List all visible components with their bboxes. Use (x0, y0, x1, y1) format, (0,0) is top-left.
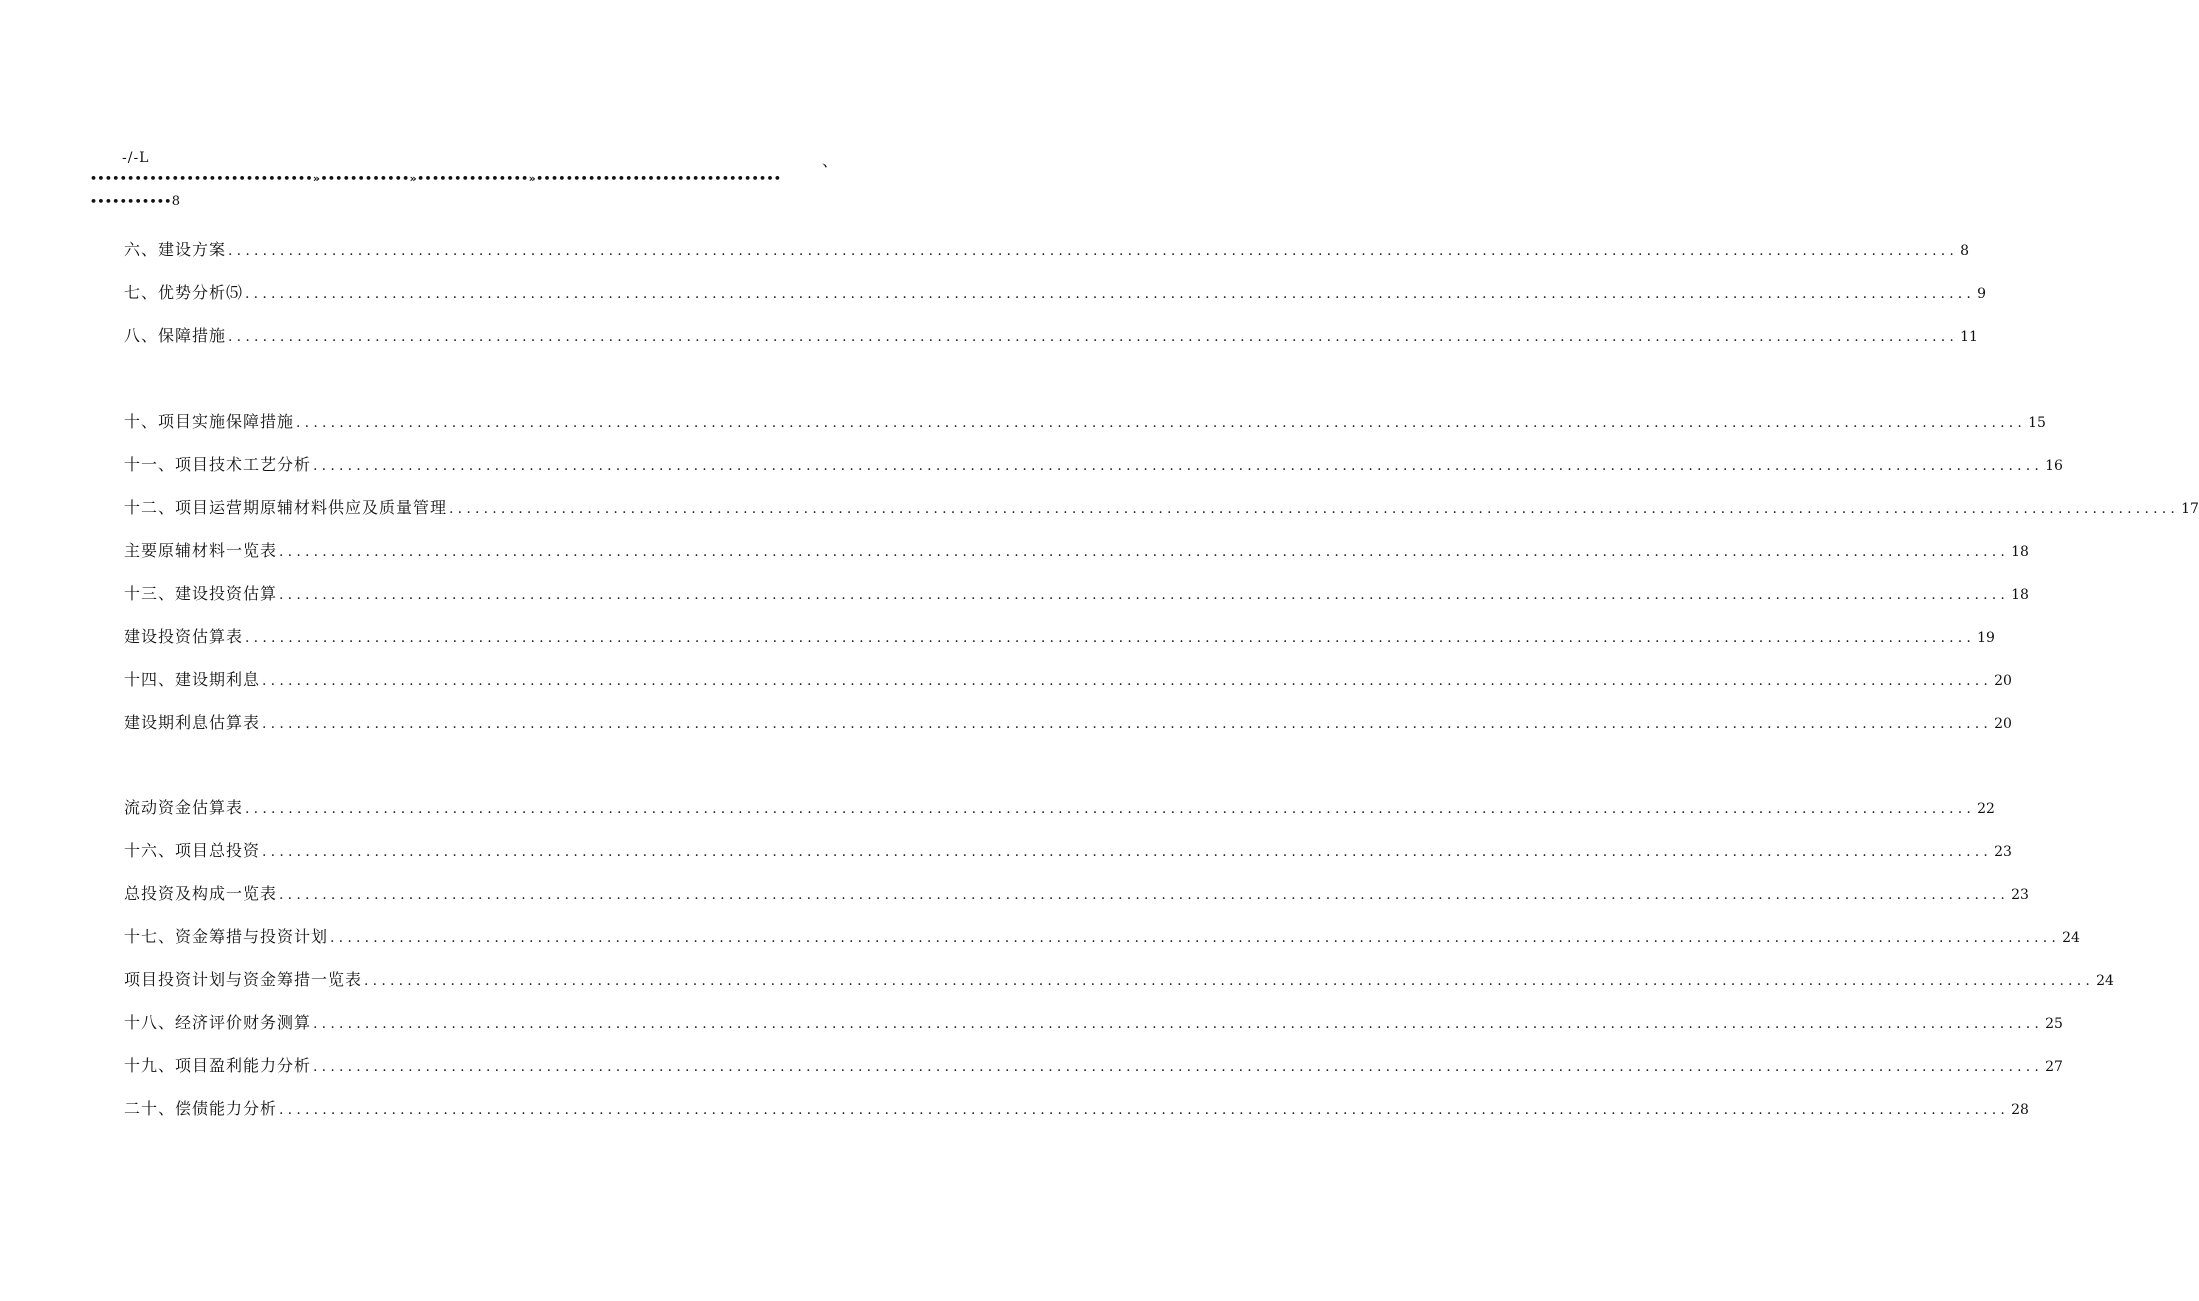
toc-dot-leader: ........................................................................................................................................................................................................ (330, 930, 2061, 946)
toc-dot-leader: ........................................................................................................................................................................................................ (245, 801, 1976, 817)
toc-page-number: 28 (2011, 1102, 2029, 1118)
toc-page-number: 18 (2011, 544, 2029, 560)
toc-dot-leader: ........................................................................................................................................................................................................ (279, 1102, 2010, 1118)
toc-entry-title: 主要原辅材料一览表 (124, 541, 278, 560)
toc-entry[interactable] (124, 1053, 2063, 1079)
toc-entry[interactable] (124, 795, 1995, 821)
toc-entry-title: 十九、项目盈利能力分析 (124, 1056, 312, 1075)
toc-dot-leader: ........................................................................................................................................................................................................ (228, 329, 1959, 345)
toc-page-number: 23 (1994, 844, 2012, 860)
toc-page-number: 18 (2011, 587, 2029, 603)
toc-entry[interactable] (124, 495, 2199, 521)
toc-page-number: 20 (1994, 716, 2012, 732)
toc-entry[interactable] (124, 924, 2080, 950)
toc-entry-title: 十、项目实施保障措施 (124, 412, 295, 431)
toc-entry-title: 十八、经济评价财务测算 (124, 1013, 312, 1032)
toc-entry-title: 十二、项目运营期原辅材料供应及质量管理 (124, 498, 448, 517)
toc-dot-leader: ........................................................................................................................................................................................................ (364, 973, 2095, 989)
toc-entry-title: 十七、资金筹措与投资计划 (124, 927, 329, 946)
toc-entry-title: 十六、项目总投资 (124, 841, 261, 860)
toc-page-number: 8 (1960, 243, 1969, 259)
toc-dot-leader: ........................................................................................................................................................................................................ (262, 716, 1993, 732)
toc-page-number: 27 (2045, 1059, 2063, 1075)
toc-page-number: 22 (1977, 801, 1995, 817)
toc-entry[interactable] (124, 881, 2029, 907)
toc-dot-leader: ........................................................................................................................................................................................................ (279, 587, 2010, 603)
toc-dot-leader: ........................................................................................................................................................................................................ (313, 1059, 2044, 1075)
toc-entry-title: 十一、项目技术工艺分析 (124, 455, 312, 474)
dot-leader-segment: ••••••••••••••••••••••••••••••» (90, 172, 321, 185)
toc-entry-title: 建设投资估算表 (124, 627, 244, 646)
toc-dot-leader: ........................................................................................................................................................................................................ (279, 544, 2010, 560)
toc-entry-title: 建设期利息估算表 (124, 713, 261, 732)
toc-page-number: 11 (1960, 329, 1978, 345)
toc-entry-title: 八、保障措施 (124, 326, 227, 345)
toc-dot-leader: ........................................................................................................................................................................................................ (262, 673, 1993, 689)
toc-page-number: 8 (171, 194, 181, 209)
toc-page-number: 20 (1994, 673, 2012, 689)
toc-page-number: 24 (2096, 973, 2114, 989)
toc-dot-leader: ........................................................................................................................................................................................................ (228, 243, 1959, 259)
toc-entry[interactable] (124, 237, 1969, 263)
toc-entry[interactable] (124, 452, 2063, 478)
toc-entry[interactable] (124, 323, 1978, 349)
toc-page-number: 17 (2181, 501, 2199, 517)
scan-fragment-left: -/-L (122, 150, 150, 166)
toc-page-number: 9 (1977, 286, 1986, 302)
toc-dot-leader: ........................................................................................................................................................................................................ (262, 844, 1993, 860)
toc-page-number: 15 (2028, 415, 2046, 431)
toc-entry-title: 七、优势分析⑸ (124, 283, 244, 302)
toc-dot-leader: ........................................................................................................................................................................................................ (313, 458, 2044, 474)
toc-entry[interactable] (124, 838, 2012, 864)
toc-page-number: 25 (2045, 1016, 2063, 1032)
toc-entry-title: 二十、偿债能力分析 (124, 1099, 278, 1118)
toc-entry[interactable] (124, 1010, 2063, 1036)
dot-leader-line-continuation (90, 194, 180, 216)
toc-entry-title: 十三、建设投资估算 (124, 584, 278, 603)
dot-leader-segment: ••••••••••• (90, 195, 172, 208)
toc-entry[interactable] (124, 667, 2012, 693)
toc-dot-leader: ........................................................................................................................................................................................................ (245, 630, 1976, 646)
toc-dot-leader: ........................................................................................................................................................................................................ (245, 286, 1976, 302)
toc-entry[interactable] (124, 538, 2029, 564)
toc-entry-title: 流动资金估算表 (124, 798, 244, 817)
toc-page-number: 16 (2045, 458, 2063, 474)
scan-fragment-right: 、 (822, 151, 839, 170)
toc-page-number: 23 (2011, 887, 2029, 903)
toc-dot-leader: ........................................................................................................................................................................................................ (296, 415, 2027, 431)
dot-leader-segment: •••••••••••••••» (417, 172, 537, 185)
toc-dot-leader: ........................................................................................................................................................................................................ (313, 1016, 2044, 1032)
toc-entry-title: 六、建设方案 (124, 240, 227, 259)
dot-leader-line (90, 172, 835, 194)
toc-entry[interactable] (124, 581, 2029, 607)
toc-entry[interactable] (124, 409, 2046, 435)
toc-dot-leader: ........................................................................................................................................................................................................ (279, 887, 2010, 903)
toc-entry-title: 十四、建设期利息 (124, 670, 261, 689)
toc-entry[interactable] (124, 967, 2114, 993)
toc-entry[interactable] (124, 710, 2012, 736)
toc-entry[interactable] (124, 1096, 2029, 1122)
toc-entry-title: 总投资及构成一览表 (124, 884, 278, 903)
dot-leader-segment: ••••••••••••••••••••••••••••••••• (536, 172, 782, 185)
toc-page-number: 24 (2062, 930, 2080, 946)
toc-page-number: 19 (1977, 630, 1995, 646)
toc-entry-title: 项目投资计划与资金筹措一览表 (124, 970, 363, 989)
toc-dot-leader: ........................................................................................................................................................................................................ (449, 501, 2180, 517)
toc-entry[interactable] (124, 624, 1995, 650)
dot-leader-segment: ••••••••••••» (320, 172, 418, 185)
toc-entry[interactable] (124, 280, 1986, 306)
